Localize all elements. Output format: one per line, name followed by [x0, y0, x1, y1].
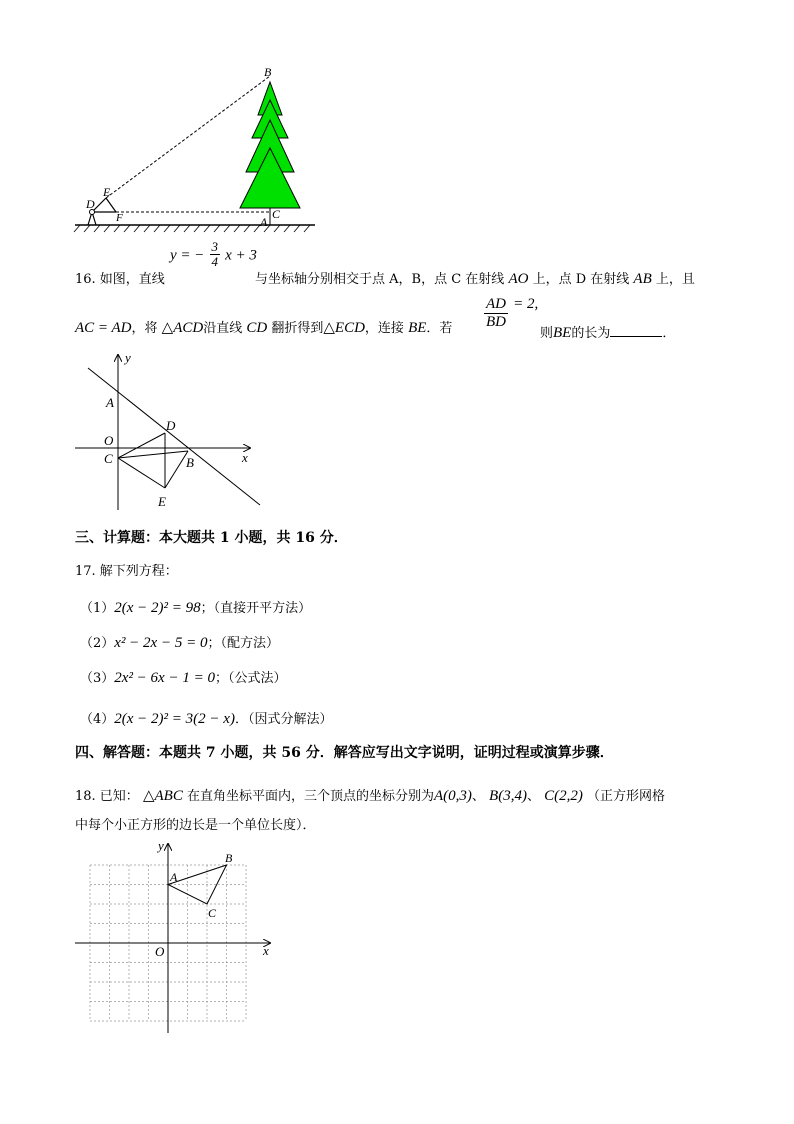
label-y: y	[158, 838, 164, 853]
line-ab	[88, 368, 260, 505]
label-d: D	[86, 197, 95, 211]
label-c: C	[208, 906, 217, 920]
q18-line2: 中每个小正方形的边长是一个单位长度）．	[75, 818, 316, 833]
q16-figure	[70, 350, 270, 515]
section-4-heading: 四、解答题：本题共 7 小题，共 56 分．解答应写出文字说明，证明过程或演算步骤．	[75, 745, 614, 761]
q17-title: 17. 解下列方程：	[75, 564, 178, 579]
q17-item-2: （2）x² − 2x − 5 = 0；（配方法）	[80, 635, 279, 651]
label-c: C	[272, 207, 281, 221]
label-x: x	[263, 943, 269, 958]
label-d: D	[166, 418, 176, 433]
label-f: F	[116, 212, 123, 224]
q16-line1-rest: 与坐标轴分别相交于点 A，B，点 C 在射线 AO 上，点 D 在射线 AB 上，且	[255, 271, 695, 287]
label-b: B	[264, 65, 272, 79]
q16-line-equation: y = − $\frac{3}{4}$ x + 3	[170, 239, 257, 270]
q16-line2: AC = AD，将 △ACD沿直线 CD 翻折得到△ECD，连接 BE．若	[75, 320, 453, 336]
label-a: A	[170, 870, 178, 884]
q16-line1: 16. 如图，直线	[75, 272, 165, 287]
label-o: O	[155, 944, 165, 959]
q17-item-1: （1）2(x − 2)² = 98；（直接开平方法）	[80, 600, 312, 616]
label-x: x	[242, 450, 248, 465]
q17-item-4: （4）2(x − 2)² = 3(2 − x)．（因式分解法）	[80, 711, 333, 727]
q17-item-3: （3）2x² − 6x − 1 = 0；（公式法）	[80, 670, 287, 686]
label-b: B	[225, 851, 233, 865]
label-o: O	[104, 433, 114, 448]
q16-ratio: $\frac{AD}{BD}$ = 2,	[486, 296, 539, 330]
q18-line1: 18. 已知： △ABC 在直角坐标平面内，三个顶点的坐标分别为A(0,3)、 B(3,4)、 C(2,2) （正方形网格	[75, 788, 666, 804]
q18-grid-figure	[70, 838, 280, 1038]
label-e: E	[158, 494, 166, 509]
label-e: E	[103, 185, 111, 199]
label-b: B	[186, 455, 194, 470]
tree-shape	[240, 82, 300, 208]
tree-figure	[70, 60, 320, 235]
label-y: y	[125, 350, 131, 365]
ground-hatching	[74, 225, 310, 232]
sightline-eb	[106, 76, 270, 198]
q16-question: 则BE的长为 ．	[540, 325, 676, 341]
label-a: A	[106, 395, 114, 410]
label-a: A	[260, 215, 268, 229]
section-3-heading: 三、计算题：本大题共 1 小题，共 16 分．	[75, 530, 348, 546]
label-c: C	[104, 451, 113, 466]
answer-blank[interactable]	[610, 324, 662, 337]
